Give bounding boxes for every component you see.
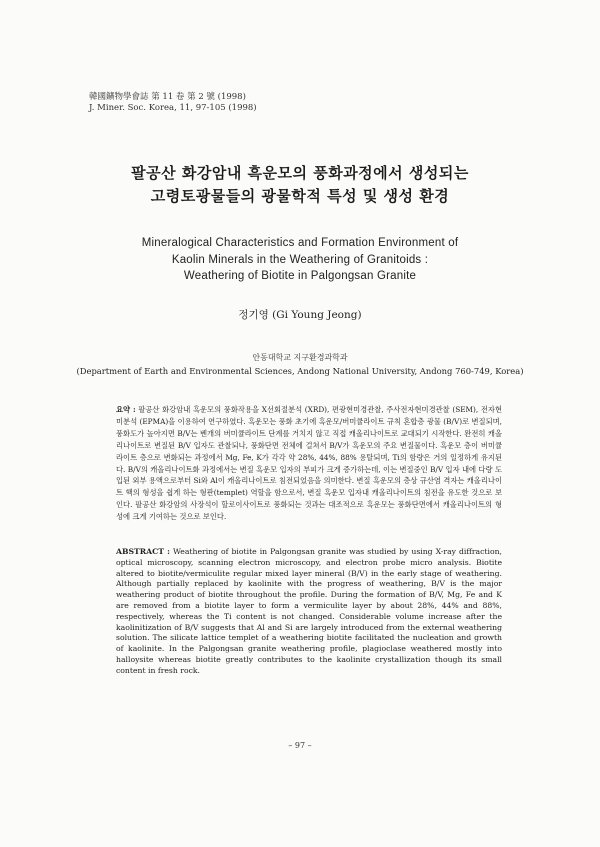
abstract-korean [116,404,502,523]
author-name: 정기영 (Gi Young Jeong) [238,309,362,321]
title-english-line-3: Weathering of Biotite in Palgongsan Granite [183,270,417,282]
journal-citation [89,92,257,113]
title-english-line-1: Mineralogical Characteristics and Formation Environment of [141,237,459,249]
journal-citation-ko: 韓國鑛物學會誌 第 11 卷 第 2 號 (1998) [89,92,246,102]
affiliation-english: (Department of Earth and Environmental Sciences, Andong National University, Andong 760-749, Korea) [76,366,524,376]
affiliation-korean: 안동대학교 지구환경과학과 [252,353,348,362]
abstract-english [116,547,502,677]
abstract-korean-text: 팔공산 화강암내 흑운모의 풍화작용을 X선회절분석 (XRD), 편광현미경관찰, 주사전자현미경관찰 (SEM), 전자현미분석 (EPMA)을 이용하여 연구하였다. 흑운모는 풍화 초기에 흑운모/버미큘라이트 규칙 혼합층 광물 (B/V)로 변질되며, 풍화도가 높아지면 B/V는 벤개의 버미큘라이트 단계를 거치지 않고 직접 캐올리나이트로 교대되기 시작한다. 완전히 캐올리나이트로 변질된 B/V 입자도 관찰되나, 풍화단면 전체에 걸쳐서 B/V가 흑운모의 주요 변질물이다. 흑운모 층이 버미큘라이트 층으로 변화되는 과정에서 Mg, Fe, K가 각각 약 28%, 44%, 88% 용탈되며, Ti의 함량은 거의 일정하게 유지된다. B/V의 캐올리나이트화 과정에서는 변질 흑운모 입자의 부피가 크게 증가하는데, 이는 변질중인 B/V 입자 내에 다량 도입된 외부 용액으로부터 Si와 Al이 캐올리나이트로 침전되었음을 의미한다. 변질 흑운모의 층상 규산염 격자는 캐올리나이트 핵의 형성을 쉽게 하는 형판(templet) 역할을 함으로서, 변질 흑운모 입자내 캐올리나이트의 침전을 유도한 것으로 보인다. 팔공산 화강암의 사장석이 할로이사이트로 풍화되는 것과는 대조적으로 흑운모는 풍화단면에서 캐올리나이트의 형성에 크게 기여하는 것으로 보인다. [116,405,502,522]
abstract-english-label: ABSTRACT : [116,547,171,556]
title-korean-line-2: 고령토광물들의 광물학적 특성 및 생성 환경 [150,187,450,205]
abstract-english-text: Weathering of biotite in Palgongsan granite was studied by using X-ray diffraction, optical microscopy, scanning electron microscopy, and electron probe micro analysis. Biotite altered to biotite/vermiculite regular mixed layer mineral (B/V) in the early stage of weathering. Although partially replaced by kaolinite with the progress of weathering, B/V is the major weathering product of biotite throughout the profile. During the formation of B/V, Mg, Fe and K are removed from a biotite layer to form a vermiculite layer by about 28%, 44% and 88%, respectively, whereas the Ti content is not changed. Considerable volume increase after the kaolinitization of B/V suggests that Al and Si are largely introduced from the external weathering solution. The silicate lattice templet of a weathering biotite facilitated the nucleation and growth of kaolinite. In the Palgongsan granite weathering profile, plagioclase weathered mostly into halloysite whereas biotite greatly contributes to the kaolinite crystallization though its small content in fresh rock. [116,547,502,675]
title-korean [0,162,600,208]
title-english-line-2: Kaolin Minerals in the Weathering of Granitoids : [171,253,429,266]
title-korean-line-1: 팔공산 화강암내 흑운모의 풍화과정에서 생성되는 [131,164,469,182]
title-english [0,235,600,285]
page-number: – 97 – [288,741,312,750]
abstract-korean-label: 요약 : [116,405,136,414]
journal-citation-en: J. Miner. Soc. Korea, 11, 97-105 (1998) [89,102,257,113]
